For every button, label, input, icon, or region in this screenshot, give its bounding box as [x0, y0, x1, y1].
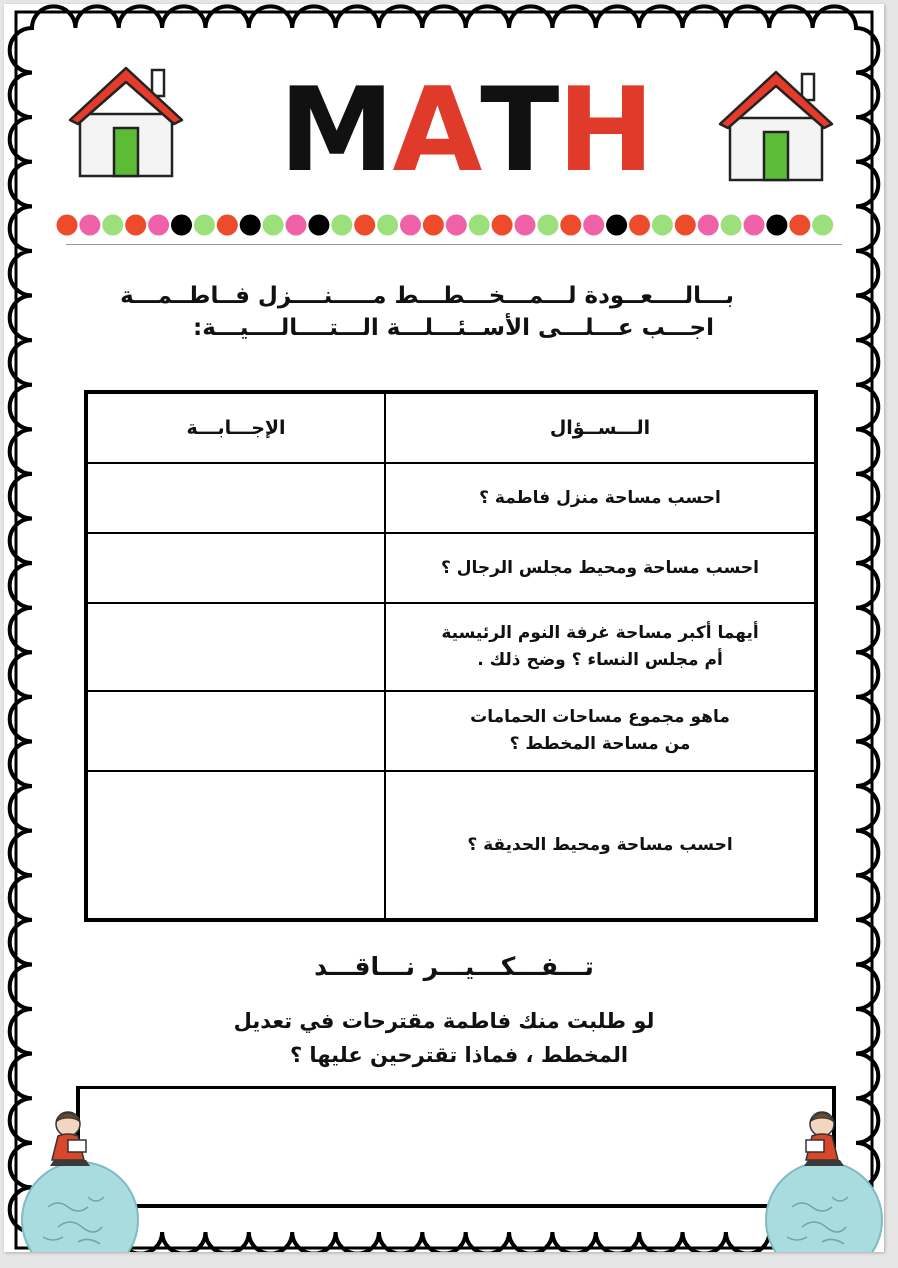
instructions — [114, 280, 734, 344]
dot-red — [675, 215, 696, 236]
answer-cell[interactable] — [88, 604, 384, 690]
title-letter-t: T — [480, 63, 558, 198]
question-cell: احسب مساحة ومحيط الحديقة ؟ — [467, 834, 733, 855]
dot-green — [377, 215, 398, 236]
dot-red — [354, 215, 375, 236]
critical-question-line-2: المخطط ، فماذا تقترحين عليها ؟ — [289, 1043, 629, 1067]
reading-child-icon — [18, 1102, 142, 1252]
dot-red — [629, 215, 650, 236]
dot-black — [308, 215, 329, 236]
question-line: من مساحة المخطط ؟ — [509, 734, 691, 754]
dot-pink — [515, 215, 536, 236]
instructions-line-1: بـــالــــعــودة لـــمـــخـــطـــط مـــــنــــزل فــاطــمـــة — [120, 283, 734, 309]
house-icon — [66, 62, 186, 182]
reading-child-icon — [762, 1102, 886, 1252]
questions-table — [84, 390, 818, 922]
dot-red — [57, 215, 78, 236]
page-title — [279, 63, 653, 198]
answer-cell[interactable] — [88, 534, 384, 602]
dot-red — [423, 215, 444, 236]
dot-green — [537, 215, 558, 236]
answer-cell[interactable] — [88, 772, 384, 918]
dot-green — [812, 215, 833, 236]
house-icon — [716, 66, 836, 186]
dot-pink — [446, 215, 467, 236]
critical-thinking-title: تـــفـــكـــيـــر نـــاقـــد — [314, 952, 594, 981]
divider-line — [66, 244, 842, 245]
dot-pink — [286, 215, 307, 236]
dot-green — [263, 215, 284, 236]
dot-green — [721, 215, 742, 236]
question-cell — [386, 692, 814, 770]
answer-cell[interactable] — [88, 692, 384, 770]
dot-green — [331, 215, 352, 236]
dot-black — [240, 215, 261, 236]
dot-green — [652, 215, 673, 236]
question-line: أيهما أكبر مساحة غرفة النوم الرئيسية — [441, 623, 759, 643]
title-letter-a: A — [392, 63, 481, 198]
dot-green — [194, 215, 215, 236]
question-line: ماهو مجموع مساحات الحمامات — [470, 707, 730, 727]
dot-black — [171, 215, 192, 236]
dot-pink — [400, 215, 421, 236]
dot-red — [125, 215, 146, 236]
critical-question-line-1: لو طلبت منك فاطمة مقترحات في تعديل — [233, 1009, 655, 1033]
dot-black — [766, 215, 787, 236]
critical-answer-box[interactable] — [76, 1086, 836, 1208]
dot-green — [469, 215, 490, 236]
dot-red — [560, 215, 581, 236]
answer-cell[interactable] — [88, 464, 384, 532]
question-cell: احسب مساحة ومحيط مجلس الرجال ؟ — [441, 557, 760, 578]
header-question: الـــســؤال — [549, 416, 651, 439]
dot-pink — [744, 215, 765, 236]
question-line: أم مجلس النساء ؟ وضح ذلك . — [477, 650, 723, 670]
question-cell — [386, 604, 814, 690]
dot-pink — [79, 215, 100, 236]
dot-pink — [148, 215, 169, 236]
dot-red — [217, 215, 238, 236]
title-letter-m: M — [279, 63, 393, 198]
dot-black — [606, 215, 627, 236]
dot-red — [492, 215, 513, 236]
critical-thinking-question — [164, 1004, 724, 1072]
title-letter-h: H — [557, 63, 653, 198]
question-cell: احسب مساحة منزل فاطمة ؟ — [479, 487, 721, 508]
dot-divider — [56, 213, 856, 237]
worksheet-page — [4, 4, 884, 1252]
dot-pink — [583, 215, 604, 236]
header-answer: الإجـــابـــة — [186, 416, 286, 439]
dot-pink — [698, 215, 719, 236]
instructions-line-2: اجـــب عـــلـــى الأســئـــلـــة الـــتــــالــــيـــة: — [193, 315, 714, 341]
dot-green — [102, 215, 123, 236]
dot-red — [789, 215, 810, 236]
